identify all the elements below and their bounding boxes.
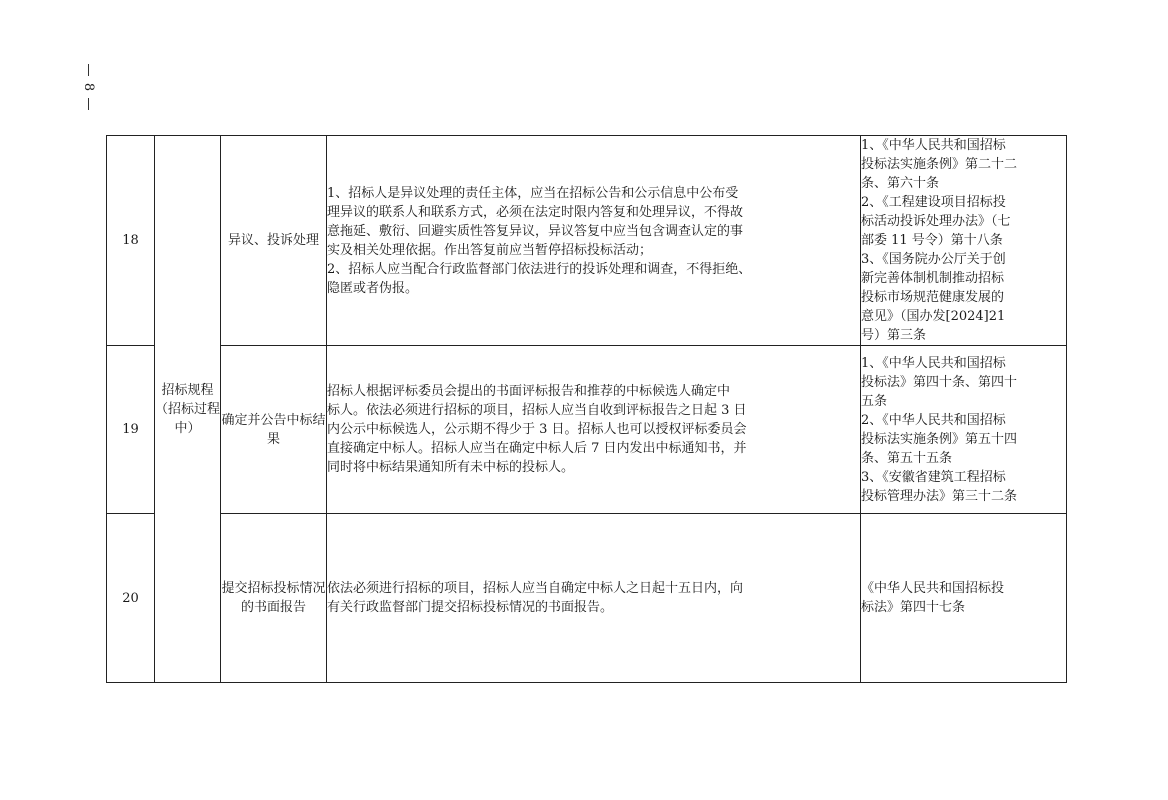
basis-line: 投标管理办法》第三十二条 xyxy=(861,488,1018,504)
table-row xyxy=(107,346,1067,514)
basis-line: 标法》第四十七条 xyxy=(861,600,966,615)
basis-line: 投标法》第四十条、第四十 xyxy=(861,374,1018,390)
page-number xyxy=(80,64,96,114)
content-cell xyxy=(327,346,861,514)
basis-line: 1、《中华人民共和国招标 xyxy=(861,138,1006,153)
content-line: 1、招标人是异议处理的责任主体，应当在招标公告和公示信息中公布受 xyxy=(327,185,739,201)
basis-line: 1、《中华人民共和国招标 xyxy=(861,355,1006,371)
legal-basis-cell xyxy=(861,346,1067,514)
content-line: 标人。依法必须进行招标的项目，招标人应当自收到评标报告之日起 3 日 xyxy=(327,403,747,418)
basis-line: 条、第六十条 xyxy=(861,176,940,191)
page-number-dash-top xyxy=(88,64,89,76)
basis-line: 五条 xyxy=(861,393,888,409)
legal-basis-cell xyxy=(861,514,1067,683)
basis-line: 新完善体制机制推动招标 xyxy=(861,271,1005,286)
content-line: 同时将中标结果通知所有未中标的投标人。 xyxy=(327,460,575,475)
basis-line: 投标法实施条例》第二十二 xyxy=(861,157,1018,172)
basis-line: 投标市场规范健康发展的 xyxy=(861,290,1005,305)
basis-line: 3、《国务院办公厅关于创 xyxy=(861,252,1006,267)
item-cell: 异议、投诉处理 xyxy=(221,136,327,346)
content-cell xyxy=(327,514,861,683)
regulation-table xyxy=(106,135,1067,683)
basis-line: 条、第五十五条 xyxy=(861,450,953,466)
content-line: 招标人根据评标委员会提出的书面评标报告和推荐的中标候选人确定中 xyxy=(327,384,731,399)
page-number-value: 8 xyxy=(81,82,96,92)
content-line: 直接确定中标人。招标人应当在确定中标人后 7 日内发出中标通知书，并 xyxy=(327,441,747,456)
content-line: 意拖延、敷衍、回避实质性答复异议，异议答复中应当包含调查认定的事 xyxy=(327,223,744,239)
content-line: 实及相关处理依据。作出答复前应当暂停招标投标活动； xyxy=(327,242,653,258)
content-line: 有关行政监督部门提交招标投标情况的书面报告。 xyxy=(327,600,614,615)
content-cell xyxy=(327,136,861,346)
basis-line: 投标法实施条例》第五十四 xyxy=(861,431,1018,447)
basis-line: 意见》（国办发[2024]21 xyxy=(861,309,1006,324)
basis-line: 部委 11 号令）第十八条 xyxy=(861,233,1003,248)
table-row xyxy=(107,136,1067,346)
basis-line: 标活动投诉处理办法》（七 xyxy=(861,214,1011,229)
row-number: 19 xyxy=(107,346,155,514)
basis-line: 2、《工程建设项目招标投 xyxy=(861,195,1006,210)
content-line: 理异议的联系人和联系方式，必须在法定时限内答复和处理异议，不得故 xyxy=(327,204,744,220)
basis-line: 号）第三条 xyxy=(861,328,927,343)
row-number: 18 xyxy=(107,136,155,346)
category-cell: 招标规程（招标过程中） xyxy=(155,136,221,683)
legal-basis-cell xyxy=(861,136,1067,346)
item-cell: 确定并公告中标结果 xyxy=(221,346,327,514)
content-line: 隐匿或者伪报。 xyxy=(327,280,419,296)
basis-line: 《中华人民共和国招标投 xyxy=(861,581,1005,596)
basis-line: 3、《安徽省建筑工程招标 xyxy=(861,469,1006,485)
page-number-dash-bottom xyxy=(88,98,89,110)
table-row xyxy=(107,514,1067,683)
row-number: 20 xyxy=(107,514,155,683)
content-line: 2、招标人应当配合行政监督部门依法进行的投诉处理和调查，不得拒绝、 xyxy=(327,261,752,277)
content-line: 依法必须进行招标的项目，招标人应当自确定中标人之日起十五日内，向 xyxy=(327,581,744,596)
basis-line: 2、《中华人民共和国招标 xyxy=(861,412,1006,428)
content-line: 内公示中标候选人，公示期不得少于 3 日。招标人也可以授权评标委员会 xyxy=(327,422,747,437)
item-cell: 提交招标投标情况的书面报告 xyxy=(221,514,327,683)
